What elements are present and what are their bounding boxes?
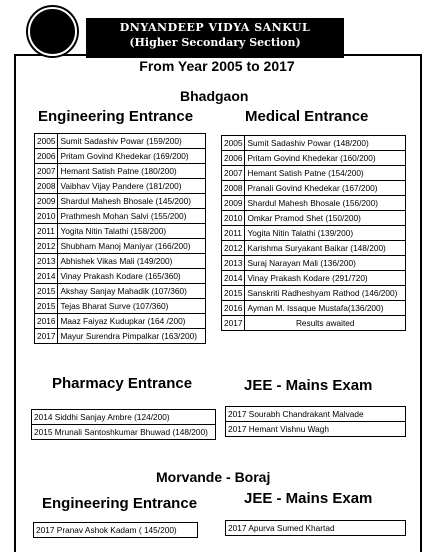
row-year: 2014 <box>35 269 58 284</box>
row-student: Results awaited <box>245 316 406 331</box>
table-row <box>222 286 406 301</box>
row-student: Hemant Satish Patne (180/200) <box>58 164 206 179</box>
row-entry <box>226 521 406 536</box>
row-student: Pritam Govind Khedekar (169/200) <box>58 149 206 164</box>
row-entry <box>32 410 216 425</box>
row-student: Apurva Sumed Khartad <box>248 523 335 533</box>
table-row <box>32 410 216 425</box>
row-year: 2016 <box>35 314 58 329</box>
row-student: Pranali Govind Khedekar (167/200) <box>245 181 406 196</box>
table-row <box>226 407 406 422</box>
row-year: 2015 <box>35 284 58 299</box>
morvande-jee-heading: JEE - Mains Exam <box>244 490 373 507</box>
row-student: Tejas Bharat Surve (107/360) <box>58 299 206 314</box>
row-student: Hemant Vishnu Wagh <box>248 424 330 434</box>
pharmacy-table <box>31 409 216 440</box>
table-row <box>35 269 206 284</box>
row-year: 2010 <box>222 211 245 226</box>
row-year: 2006 <box>222 151 245 166</box>
row-year: 2017 <box>228 523 247 533</box>
row-student: Akshay Sanjay Mahadik (107/360) <box>58 284 206 299</box>
row-student: Sumit Sadashiv Powar (159/200) <box>58 134 206 149</box>
row-student: Sourabh Chandrakant Malvade <box>248 409 364 419</box>
row-year: 2015 <box>34 427 53 437</box>
row-year: 2005 <box>222 136 245 151</box>
row-year: 2009 <box>222 196 245 211</box>
row-student: Shardul Mahesh Bhosale (156/200) <box>245 196 406 211</box>
row-student: Pranav Ashok Kadam ( 145/200) <box>56 525 177 535</box>
pharmacy-heading: Pharmacy Entrance <box>52 375 193 392</box>
row-entry <box>34 523 198 538</box>
table-row <box>35 134 206 149</box>
table-row <box>35 329 206 344</box>
table-row <box>35 194 206 209</box>
table-row <box>35 209 206 224</box>
row-student: Hemant Satish Patne (154/200) <box>245 166 406 181</box>
table-row <box>222 316 406 331</box>
row-year: 2013 <box>222 256 245 271</box>
row-year: 2017 <box>228 409 247 419</box>
location-bhadgaon: Bhadgaon <box>180 88 249 104</box>
row-student: Omkar Pramod Shet (150/200) <box>245 211 406 226</box>
table-row <box>34 523 198 538</box>
row-student: Vinay Prakash Kodare (291/720) <box>245 271 406 286</box>
table-row <box>222 196 406 211</box>
table-row <box>222 241 406 256</box>
engineering-heading: Engineering Entrance <box>38 108 194 125</box>
table-row <box>35 149 206 164</box>
row-student: Abhishek Vikas Mali (149/200) <box>58 254 206 269</box>
row-year: 2008 <box>35 179 58 194</box>
table-row <box>222 271 406 286</box>
row-student: Mayur Surendra Pimpalkar (163/200) <box>58 329 206 344</box>
row-student: Prathmesh Mohan Salvi (155/200) <box>58 209 206 224</box>
row-year: 2006 <box>35 149 58 164</box>
medical-heading: Medical Entrance <box>245 108 369 125</box>
table-row <box>222 151 406 166</box>
school-name: DNYANDEEP VIDYA SANKUL <box>119 21 311 34</box>
row-student: Vinay Prakash Kodare (165/360) <box>58 269 206 284</box>
table-row <box>32 425 216 440</box>
row-student: Shubham Manoj Maniyar (166/200) <box>58 239 206 254</box>
row-student: Pritam Govind Khedekar (160/200) <box>245 151 406 166</box>
table-row <box>35 224 206 239</box>
row-year: 2012 <box>35 239 58 254</box>
row-student: Suraj Narayan Mali (136/200) <box>245 256 406 271</box>
row-student: Yogita Nitin Talathi (139/200) <box>245 226 406 241</box>
table-row <box>35 254 206 269</box>
row-student: Sanskriti Radheshyam Rathod (146/200) <box>245 286 406 301</box>
table-row <box>35 284 206 299</box>
row-entry <box>32 425 216 440</box>
jee-table <box>225 406 406 437</box>
row-year: 2007 <box>35 164 58 179</box>
row-year: 2016 <box>222 301 245 316</box>
row-student: Maaz Faiyaz Kudupkar (164 /200) <box>58 314 206 329</box>
row-year: 2008 <box>222 181 245 196</box>
row-year: 2007 <box>222 166 245 181</box>
row-student: Yogita Nitin Talathi (158/200) <box>58 224 206 239</box>
table-row <box>222 301 406 316</box>
row-entry <box>226 407 406 422</box>
row-year: 2012 <box>222 241 245 256</box>
row-entry <box>226 422 406 437</box>
row-student: Siddhi Sanjay Ambre (124/200) <box>54 412 170 422</box>
row-year: 2014 <box>34 412 53 422</box>
morvande-engineering-table <box>33 522 198 538</box>
table-row <box>222 211 406 226</box>
row-year: 2010 <box>35 209 58 224</box>
table-row <box>222 181 406 196</box>
row-year: 2005 <box>35 134 58 149</box>
row-student: Shardul Mahesh Bhosale (145/200) <box>58 194 206 209</box>
row-year: 2017 <box>36 525 55 535</box>
table-row <box>35 314 206 329</box>
location-morvande: Morvande - Boraj <box>156 469 271 485</box>
medical-table <box>221 135 406 331</box>
engineering-table <box>34 133 206 344</box>
row-student: Vaibhav Vijay Pandere (181/200) <box>58 179 206 194</box>
table-row <box>222 226 406 241</box>
row-year: 2017 <box>222 316 245 331</box>
table-row <box>222 136 406 151</box>
row-student: Karishma Suryakant Baikar (148/200) <box>245 241 406 256</box>
row-year: 2014 <box>222 271 245 286</box>
row-student: Ayman M. Issaque Mustafa(136/200) <box>245 301 406 316</box>
year-range-heading: From Year 2005 to 2017 <box>139 58 295 74</box>
jee-heading: JEE - Mains Exam <box>244 377 373 394</box>
table-row <box>226 521 406 536</box>
row-year: 2017 <box>228 424 247 434</box>
row-year: 2013 <box>35 254 58 269</box>
title-banner <box>86 18 344 58</box>
table-row <box>35 179 206 194</box>
morvande-jee-table <box>225 520 406 536</box>
row-year: 2011 <box>222 226 245 241</box>
row-year: 2015 <box>35 299 58 314</box>
row-year: 2017 <box>35 329 58 344</box>
table-row <box>35 164 206 179</box>
table-row <box>35 239 206 254</box>
row-student: Mrunali Santoshkumar Bhuwad (148/200) <box>54 427 208 437</box>
morvande-engineering-heading: Engineering Entrance <box>42 495 198 512</box>
row-year: 2015 <box>222 286 245 301</box>
row-year: 2011 <box>35 224 58 239</box>
table-row <box>226 422 406 437</box>
table-row <box>35 299 206 314</box>
row-student: Sumit Sadashiv Powar (148/200) <box>245 136 406 151</box>
row-year: 2009 <box>35 194 58 209</box>
table-row <box>222 166 406 181</box>
section-subtitle: (Higher Secondary Section) <box>129 36 301 49</box>
table-row <box>222 256 406 271</box>
school-logo <box>28 7 77 56</box>
